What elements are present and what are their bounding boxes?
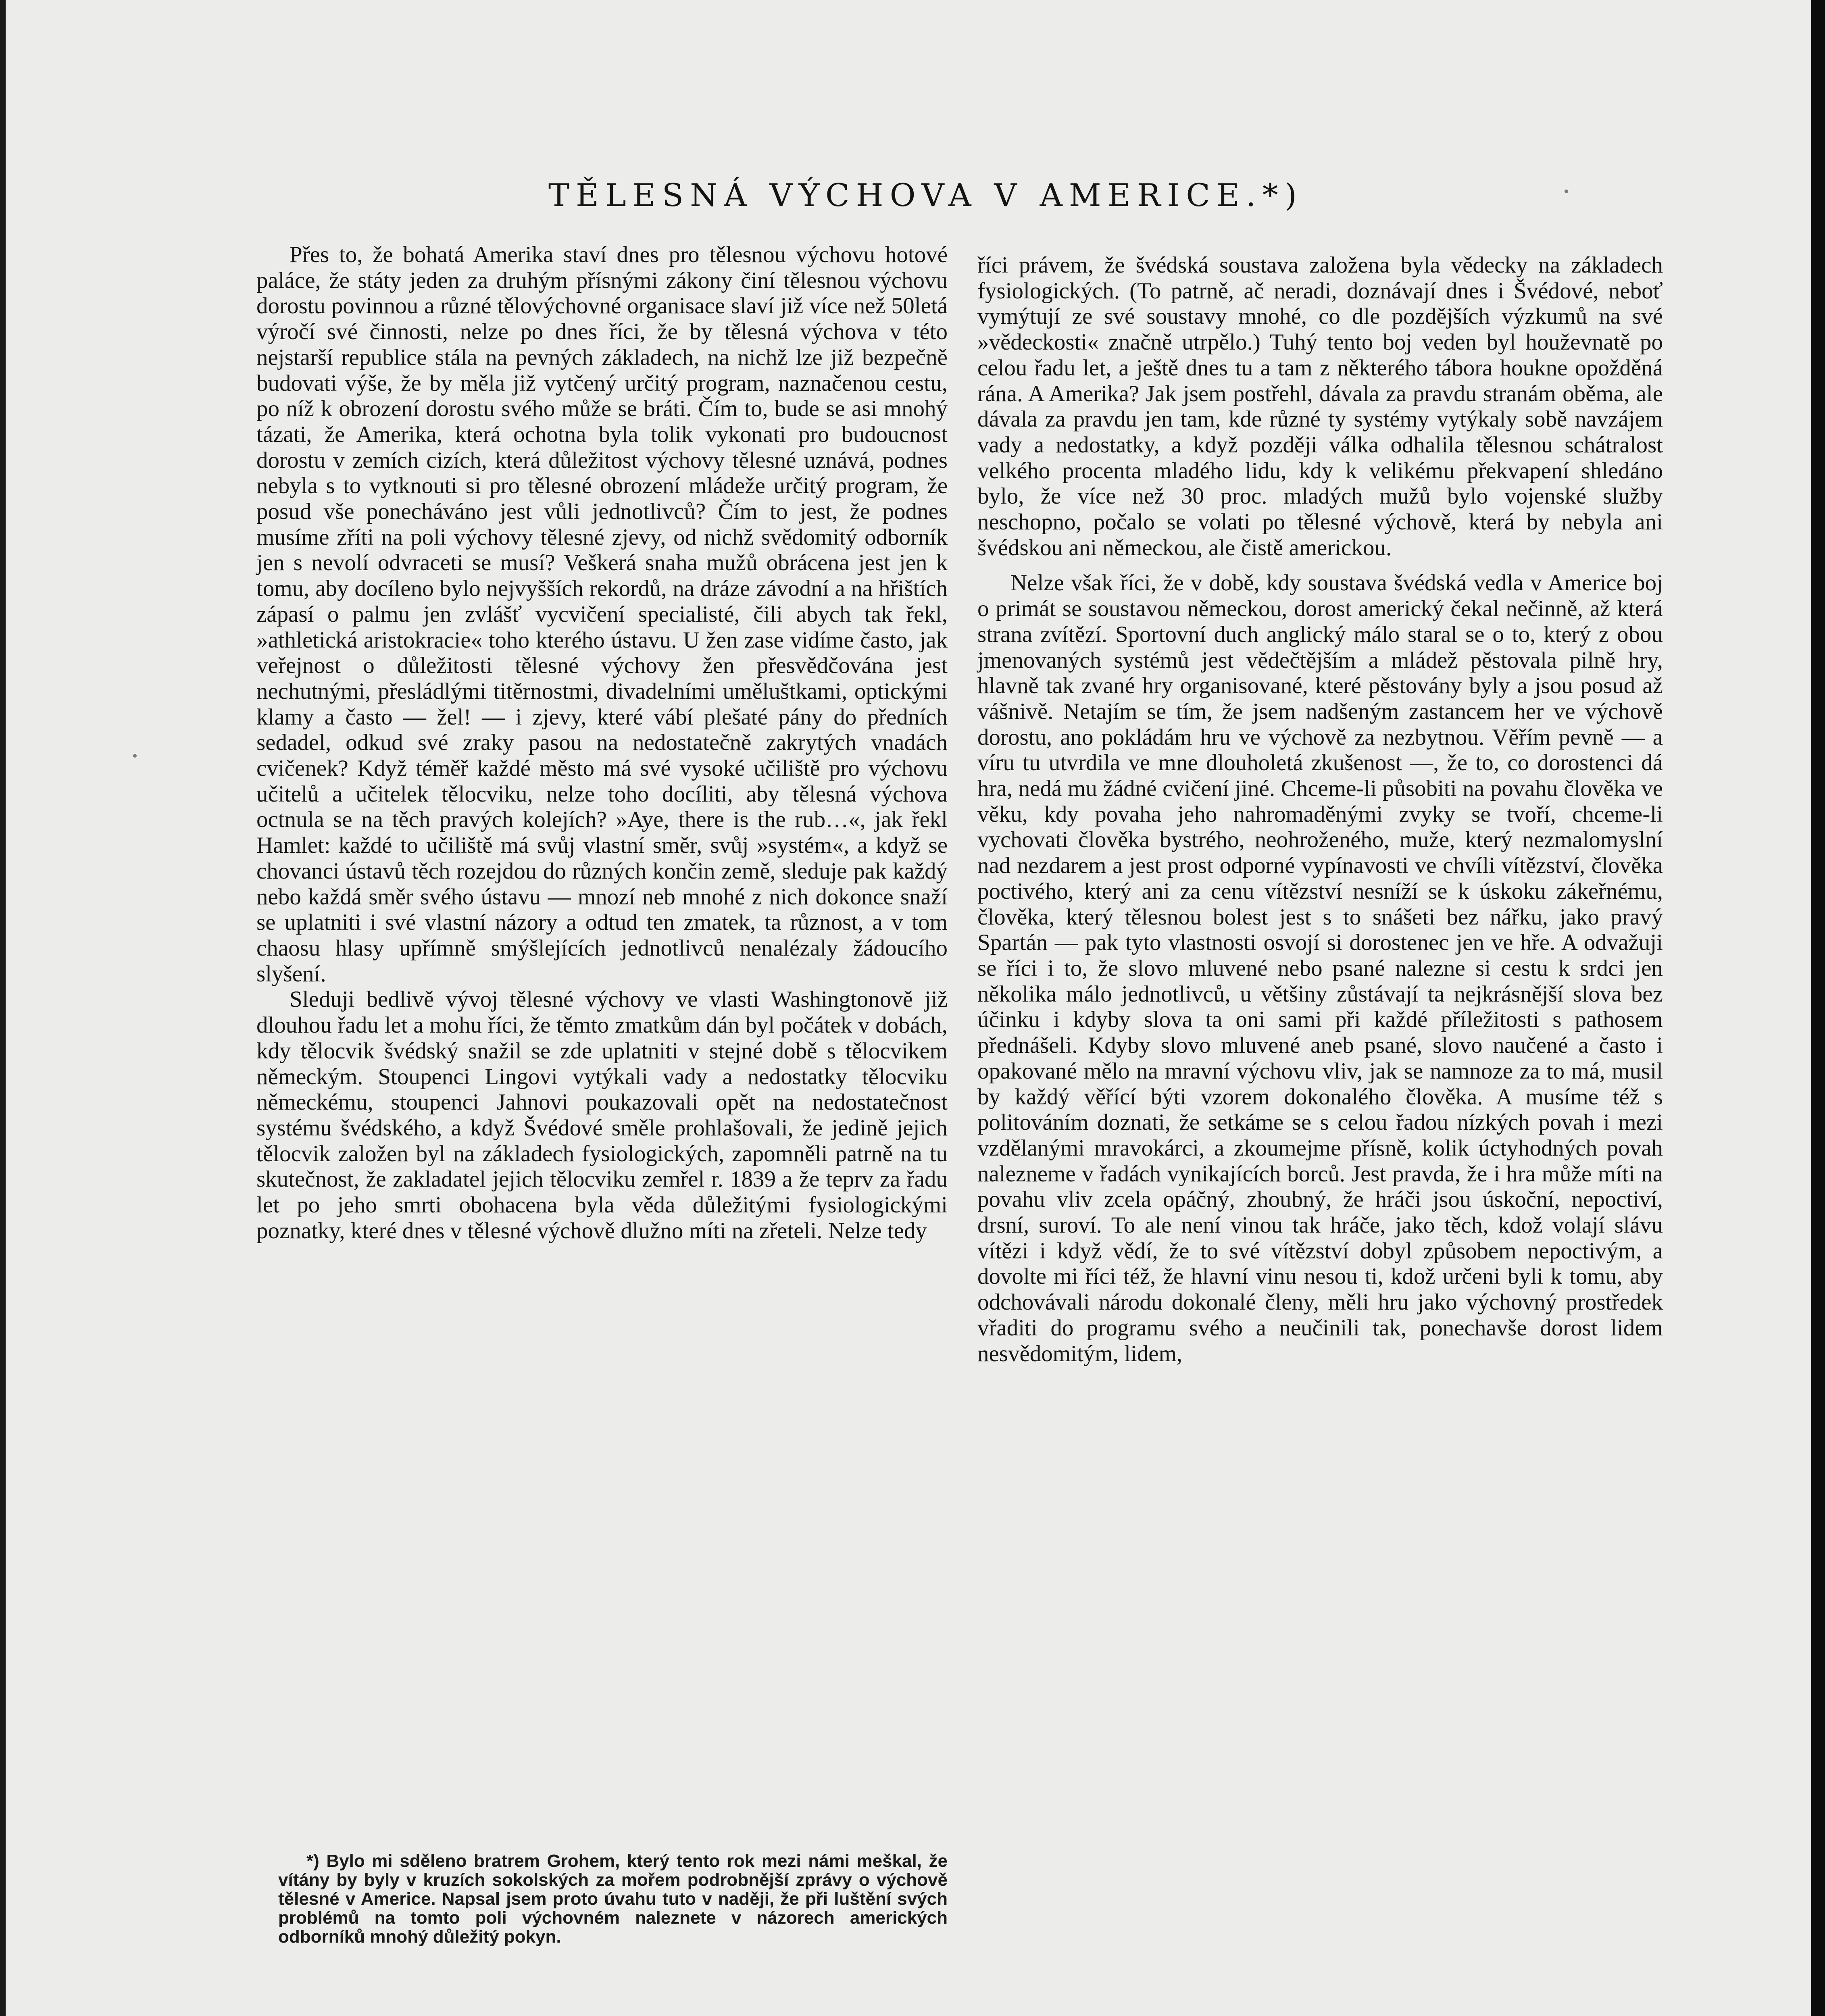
left-column <box>256 242 948 1243</box>
scan-speck <box>1565 190 1568 193</box>
paragraph: Sleduji bedlivě vývoj tělesné výchovy ve vlasti Washingtonově již dlouhou řadu let a mohu říci, že těmto zmatkům dán byl počátek v dobách, kdy tělocvik švédský snažil se zde uplatniti v stejné době s tělocvikem německým. Stoupenci Lingovi vytýkali vady a nedostatky tělocviku německému, stoupenci Jahnovi poukazovali opět na nedostatečnost systému švédského, a když Švédové směle prohlašovali, že jedině jejich tělocvik založen byl na základech fysiologických, zapomněli patrně na tu skutečnost, že zakladatel jejich tělocviku zemřel r. 1839 a že teprv za řadu let po jeho smrti obohacena byla věda důležitými fysiologickými poznatky, které dnes v tělesné výchově dlužno míti na zřeteli. Nelze tedy <box>256 987 948 1243</box>
right-column <box>977 252 1663 1366</box>
scan-border-right <box>1811 0 1825 2016</box>
paragraph: říci právem, že švédská soustava založena byla vědecky na základech fysiologických. (To patrně, ač neradi, doznávají dnes i Švédové, neboť vymýtují ze své soustavy mnohé, co dle pozdějších výzkumů na své »vědeckosti« značně utrpělo.) Tuhý tento boj veden byl houževnatě po celou řadu let, a ještě dnes tu a tam z některého tábora houkne opožděná rána. A Amerika? Jak jsem postřehl, dávala za pravdu stranám oběma, ale dávala za pravdu jen tam, kde různé ty systémy vytýkaly sobě navzájem vady a nedostatky, a když později válka odhalila tělesnou schátralost velkého procenta mladého lidu, kdy k velikému překvapení shledáno bylo, že více než 30 proc. mladých mužů bylo vojenské služby neschopno, počalo se volati po tělesné výchově, která by nebyla ani švédskou ani německou, ale čistě americkou. <box>977 252 1663 560</box>
scan-speck <box>133 754 137 758</box>
footnote <box>278 1851 948 1946</box>
footnote-text: *) Bylo mi sděleno bratrem Grohem, který tento rok mezi námi meškal, že vítány by byly v kruzích sokolských za mořem podrobnější zprávy o výchově tělesné v Americe. Napsal jsem proto úvahu tuto v naději, že při luštění svých problémů na tomto poli výchovném naleznete v názorech amerických odborníků mnohý důležitý pokyn. <box>278 1851 948 1947</box>
scan-border-left <box>0 0 6 2016</box>
article-title: TĚLESNÁ VÝCHOVA V AMERICE.*) <box>548 177 1304 214</box>
paragraph: Nelze však říci, že v době, kdy soustava švédská vedla v Americe boj o primát se soustavou německou, dorost americký čekal nečinně, až která strana zvítězí. Sportovní duch anglický málo staral se o to, který z obou jmenovaných systémů jest vědečtějším a mládež pěstovala pilně hry, hlavně tak zvané hry organisované, které pěstovány byly a jsou posud až vášnivě. Netajím se tím, že jsem nadšeným zastancem her ve výchově dorostu, ano pokládám hru ve výchově za nezbytnou. Věřím pevně — a víru tu utvrdila ve mne dlouholetá zkušenost —, že to, co dorostenci dá hra, nedá mu žádné cvičení jiné. Chceme-li působiti na povahu člověka ve věku, kdy povaha jeho nahromaděnými zvyky se tvoří, chceme-li vychovati člověka bystrého, neohroženého, muže, který nezmalomyslní nad nezdarem a jest prost odporné vypínavosti ve chvíli vítězství, člověka poctivého, který ani za cenu vítězství nesníží se k úskoku zákeřnému, člověka, který tělesnou bolest jest s to snášeti bez nářku, jako pravý Spartán — pak tyto vlastnosti osvojí si dorostenec jen ve hře. A odvažuji se říci i to, že slovo mluvené nebo psané nalezne si cestu k srdci jen několika málo jednotlivců, u většiny zůstávají ta nejkrásnější slova bez účinku i kdyby slova ta oni sami při každé příležitosti s pathosem přednášeli. Kdyby slovo mluvené aneb psané, slovo naučené a často i opakované mělo na mravní výchovu vliv, jak se namnoze za to má, musil by každý věřící býti vzorem dokonalého člověka. A musíme též s politováním doznati, že setkáme se s celou řadou nízkých povah i mezi vzdělanými mravokárci, a zkoumejme přísně, kolik úctyhodných povah nalezneme v řadách vynikajících borců. Jest pravda, že i hra může míti na povahu vliv zcela opáčný, zhoubný, že hráči jsou úskoční, nepoctiví, drsní, suroví. To ale není vinou tak hráče, jako těch, kdož volají slávu vítězi i když vědí, že to své vítězství dobyl způsobem nepoctivým, a dovolte mi říci též, že hlavní vinu nesou ti, kdož určeni byli k tomu, aby odchovávali národu dokonalé členy, měli hru jako výchovný prostředek vřaditi do programu svého a neučinili tak, ponechavše dorost lidem nesvědomitým, lidem, <box>977 570 1663 1366</box>
paragraph: Přes to, že bohatá Amerika staví dnes pro tělesnou výchovu hotové paláce, že státy jeden za druhým přísnými zákony činí tělesnou výchovu dorostu povinnou a různé tělovýchovné organisace slaví již více než 50letá výročí své činnosti, nelze po dnes říci, že by tělesná výchova v této nejstarší republice stála na pevných základech, na nichž lze již bezpečně budovati výše, že by měla již vytčený určitý program, naznačenou cestu, po níž k obrození dorostu svého může se bráti. Čím to, bude se asi mnohý tázati, že Amerika, která ochotna byla tolik vykonati pro budoucnost dorostu v zemích cizích, která důležitost výchovy tělesné uznává, podnes nebyla s to vytknouti si pro tělesné obrození mládeže určitý program, že posud vše ponecháváno jest vůli jednotlivců? Čím to jest, že podnes musíme zříti na poli výchovy tělesné zjevy, od nichž svědomitý odborník jen s nevolí odvraceti se musí? Veškerá snaha mužů obrácena jest jen k tomu, aby docíleno bylo nejvyšších rekordů, na dráze závodní a na hřištích zápasí o palmu jen zvlášť vycvičení specialisté, čili abych tak řekl, »athletická aristokracie« toho kterého ústavu. U žen zase vidíme často, jak veřejnost o důležitosti tělesné výchovy žen přesvědčována jest nechutnými, přesládlými titěrnostmi, divadelními uměluštkami, optickými klamy a často — žel! — i zjevy, které vábí plešaté pány do předních sedadel, odkud své zraky pasou na nedostatečně zakrytých vnadách cvičenek? Když téměř každé město má své vysoké učiliště pro výchovu učitelů a učitelek tělocviku, nelze toho docíliti, aby tělesná výchova octnula se na těch pravých kolejích? »Aye, there is the rub…«, jak řekl Hamlet: každé to učiliště má svůj vlastní směr, svůj »systém«, a když se chovanci ústavů těch rozejdou do různých končin země, sleduje pak každý nebo každá směr svého ústavu — mnozí neb mnohé z nich dokonce snaží se uplatniti i své vlastní názory a odtud ten zmatek, ta různost, a v tom chaosu hlasy upřímně smýšlejících jednotlivců nenalézaly žádoucího slyšení. <box>256 242 948 987</box>
